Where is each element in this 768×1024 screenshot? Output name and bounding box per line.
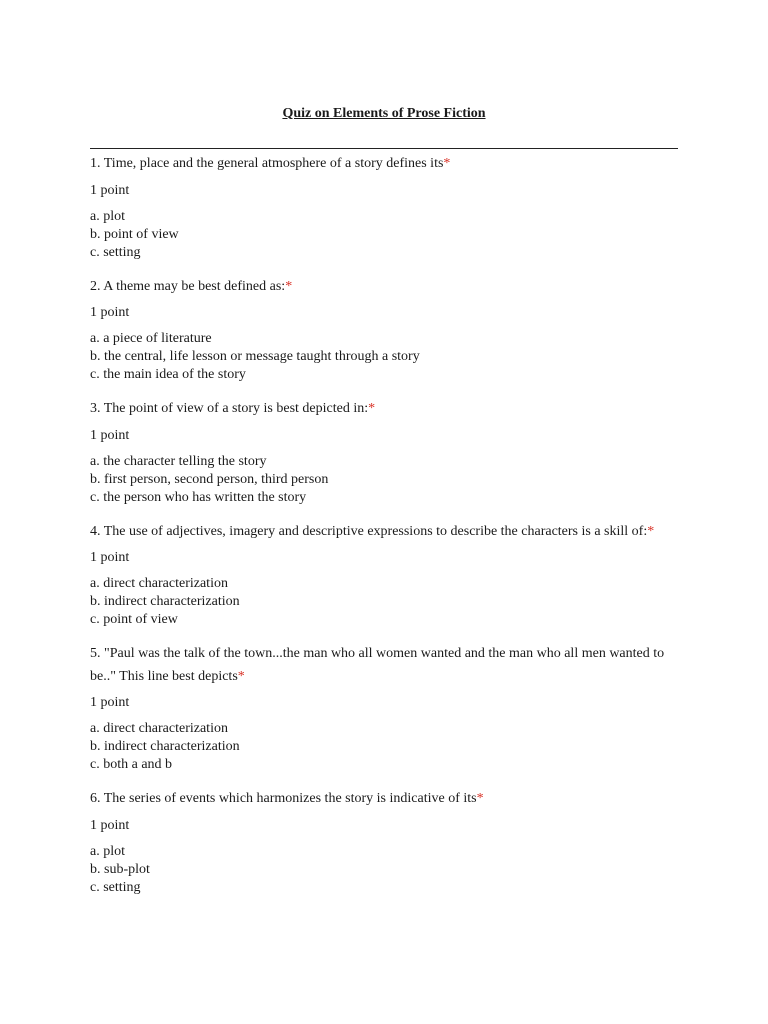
question-list (90, 153, 680, 911)
question-points: 1 point (90, 695, 130, 710)
answer-option: a. plot (90, 843, 125, 859)
question-block (90, 276, 680, 385)
option-list (90, 575, 680, 629)
question-block (90, 521, 680, 630)
answer-option: a. a piece of literature (90, 331, 212, 346)
option-list (90, 330, 680, 384)
question-prompt: 2. A theme may be best defined as: (90, 278, 286, 294)
question-prompt: 5. "Paul was the talk of the town...the man who all women wanted and the man who all men wanted to be.." This line best depicts (90, 646, 665, 684)
answer-option: c. point of view (90, 612, 178, 627)
answer-option: b. sub-plot (90, 861, 150, 877)
option-list (90, 720, 680, 774)
answer-option: a. direct characterization (90, 576, 228, 591)
quiz-title: Quiz on Elements of Prose Fiction (282, 106, 486, 121)
required-asterisk: * (476, 791, 484, 806)
question-prompt: 4. The use of adjectives, imagery and descriptive expressions to describe the characters is a skill of: (90, 523, 648, 539)
question-points: 1 point (90, 305, 130, 320)
question-text (90, 276, 680, 299)
answer-option: a. plot (90, 208, 125, 224)
answer-option: b. first person, second person, third person (90, 471, 329, 487)
question-block (90, 398, 680, 507)
answer-option: a. the character telling the story (90, 453, 267, 469)
answer-option: b. point of view (90, 226, 179, 242)
question-prompt: 1. Time, place and the general atmosphere of a story defines its (90, 156, 444, 171)
required-asterisk: * (237, 668, 245, 684)
question-points: 1 point (90, 550, 130, 565)
question-block (90, 788, 680, 897)
required-asterisk: * (443, 156, 451, 171)
required-asterisk: * (647, 523, 655, 539)
question-points: 1 point (90, 182, 130, 198)
question-text (90, 521, 680, 544)
question-points: 1 point (90, 427, 130, 443)
question-text (90, 643, 680, 688)
answer-option: c. the person who has written the story (90, 489, 307, 505)
answer-option: c. setting (90, 244, 141, 260)
question-points: 1 point (90, 817, 130, 833)
required-asterisk: * (368, 401, 376, 416)
option-list (90, 843, 680, 897)
answer-option: b. the central, life lesson or message taught through a story (90, 349, 420, 364)
answer-option: c. setting (90, 879, 141, 895)
option-list (90, 453, 680, 507)
answer-option: a. direct characterization (90, 721, 228, 736)
question-text (90, 153, 680, 176)
question-text (90, 398, 680, 421)
answer-option: b. indirect characterization (90, 594, 240, 609)
question-prompt: 6. The series of events which harmonizes the story is indicative of its (90, 791, 477, 806)
answer-option: b. indirect characterization (90, 739, 240, 754)
required-asterisk: * (285, 278, 293, 294)
title-divider (90, 148, 678, 149)
question-prompt: 3. The point of view of a story is best depicted in: (90, 401, 369, 416)
answer-option: c. the main idea of the story (90, 367, 246, 382)
answer-option: c. both a and b (90, 757, 173, 772)
option-list (90, 208, 680, 262)
question-block (90, 153, 680, 262)
question-text (90, 788, 680, 811)
question-block (90, 643, 680, 774)
